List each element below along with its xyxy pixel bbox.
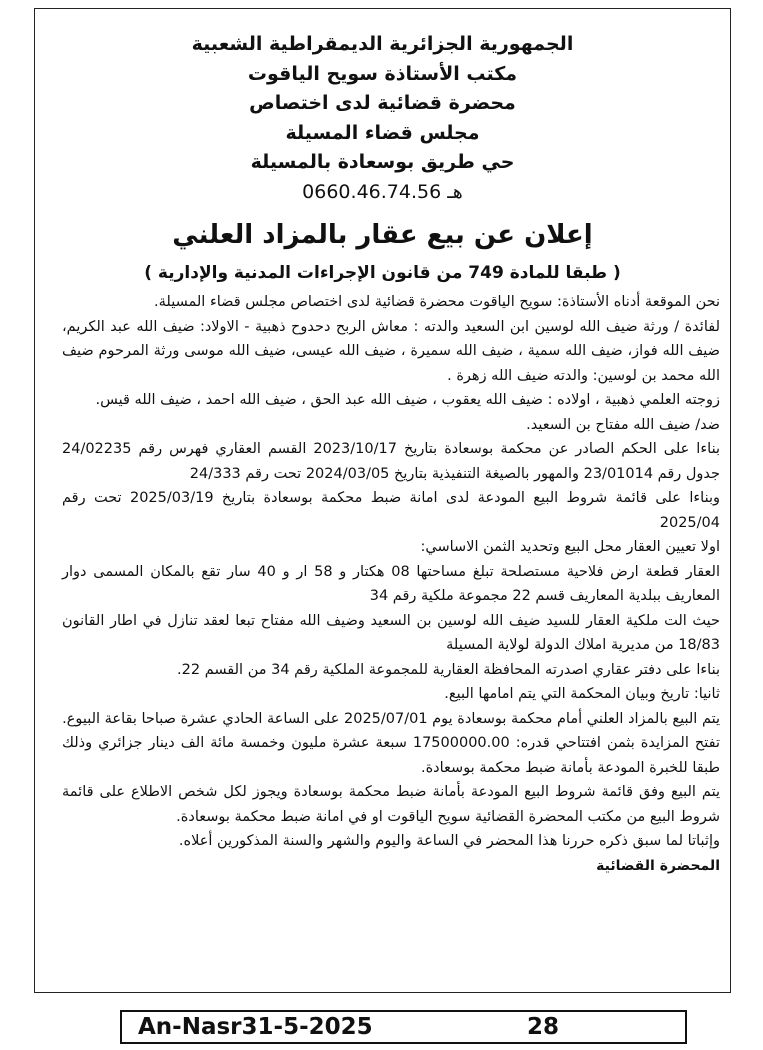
paragraph: حيث الت ملكية العقار للسيد ضيف الله لوسين بن السعيد وضيف الله مفتاح تبعا لعقد تنازل في اطار القانون 18/83 من مديرية املاك الدولة لولاية المسيلة <box>62 612 720 653</box>
paragraph: زوجته العلمي ذهبية ، اولاده : ضيف الله يعقوب ، ضيف الله عبد الحق ، ضيف الله احمد ، ضيف الله قيس. <box>95 392 720 408</box>
paragraph: وإثباتا لما سبق ذكره حررنا هذا المحضر في الساعة واليوم والشهر والسنة المذكورين أعلاه. <box>178 833 720 849</box>
paragraph: لفائدة / ورثة ضيف الله لوسين ابن السعيد والدته : معاش الربح دحدوح ذهبية - الاولاد: ضيف الله عبد الكريم، ضيف الله فواز، ضيف الله سمية ، ضيف الله سميرة ، ضيف الله عيسى، ضيف الله موسى ورثة المرحوم ضيف الله محمد بن لوسين: والدته ضيف الله زهرة . <box>62 318 720 384</box>
paragraph: وبناءا على قائمة شروط البيع المودعة لدى امانة ضبط محكمة بوسعادة بتاريخ 2025/03/19 تحت رقم 2025/04 <box>62 490 720 531</box>
paragraph: يتم البيع وفق قائمة شروط البيع المودعة بأمانة ضبط محكمة بوسعادة ويجوز لكل شخص الاطلاع على قائمة شروط البيع من مكتب المحضرة القضائية سويح الياقوت او في امانة ضبط محكمة بوسعادة. <box>62 784 720 825</box>
header-court: مجلس قضاء المسيلة <box>285 121 480 144</box>
paragraph: نحن الموقعة أدناه الأستاذة: سويح الياقوت محضرة قضائية لدى اختصاص مجلس قضاء المسيلة. <box>154 294 720 310</box>
paragraph: ثانيا: تاريخ وبيان المحكمة التي يتم امامها البيع. <box>444 686 720 702</box>
signature: المحضرة القضائية <box>596 857 720 874</box>
page-footer <box>120 1010 687 1044</box>
paragraph: تفتح المزايدة بثمن افتتاحي قدره: 17500000.00 سبعة عشرة مليون وخمسة مائة الف دينار جزائري وذلك طبقا للخبرة المودعة بأمانة ضبط محكمة بوسعادة. <box>62 735 720 776</box>
paragraph: بناءا على الحكم الصادر عن محكمة بوسعادة بتاريخ 2023/10/17 القسم العقاري فهرس رقم 24/02235 جدول رقم 23/01014 والمهور بالصيغة التنفيذية بتاريخ 2024/03/05 تحت رقم 24/333 <box>62 441 720 482</box>
notice-subtitle: ( طبقا للمادة 749 من قانون الإجراءات المدنية والإدارية ) <box>144 263 621 283</box>
document-header <box>34 30 731 207</box>
page-number: 28 <box>527 1014 560 1040</box>
notice-body <box>62 290 720 878</box>
paragraph: بناءا على دفتر عقاري اصدرته المحافظة العقارية للمجموعة الملكية رقم 34 من القسم 22. <box>177 661 720 678</box>
publication-date: An-Nasr31-5-2025 <box>138 1014 373 1040</box>
header-republic: الجمهورية الجزائرية الديمقراطية الشعبية <box>191 33 574 55</box>
paragraph: العقار قطعة ارض فلاحية مستصلحة تبلغ مساحتها 08 هكتار و 58 ار و 40 سار تقع بالمكان المسمى دوار المعاريف ببلدية المعاريف قسم 22 مجموعة ملكية رقم 34 <box>62 563 720 604</box>
paragraph: ضد/ ضيف الله مفتاح بن السعيد. <box>526 416 720 433</box>
paragraph: يتم البيع بالمزاد العلني أمام محكمة بوسعادة يوم 2025/07/01 على الساعة الحادي عشرة صباحا بقاعة البيوع. <box>62 710 720 727</box>
paragraph: اولا تعيين العقار محل البيع وتحديد الثمن الاساسي: <box>420 539 720 555</box>
header-role: محضرة قضائية لدى اختصاص <box>249 92 516 114</box>
header-phone: 0660.46.74.56 هـ <box>302 180 463 203</box>
notice-title: إعلان عن بيع عقار بالمزاد العلني <box>172 220 593 250</box>
header-address: حي طريق بوسعادة بالمسيلة <box>250 151 515 173</box>
header-office: مكتب الأستاذة سويح الياقوت <box>247 62 518 85</box>
